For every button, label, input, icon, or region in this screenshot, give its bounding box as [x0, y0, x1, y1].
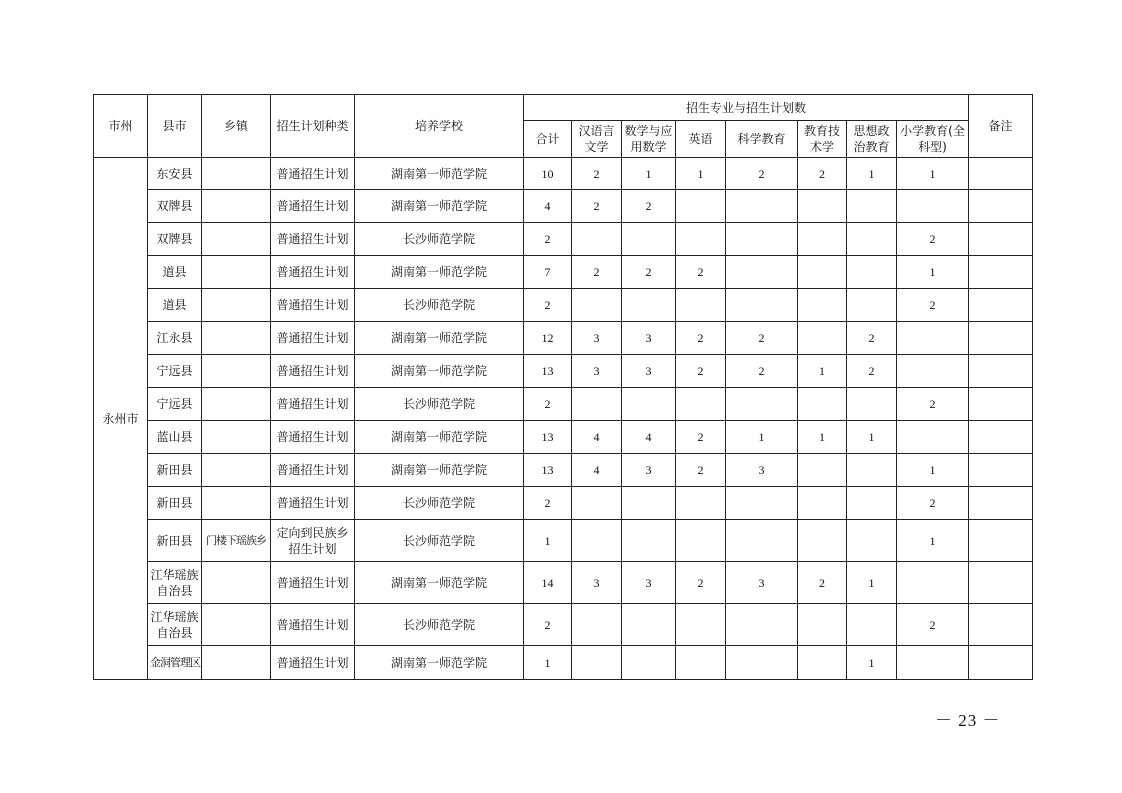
township-cell — [202, 454, 271, 487]
math-count-cell: 3 — [622, 562, 676, 604]
school-cell: 湖南第一师范学院 — [355, 322, 524, 355]
remarks-cell — [969, 454, 1033, 487]
table-row — [94, 604, 1033, 646]
math-count-cell: 4 — [622, 421, 676, 454]
county-cell: 新田县 — [148, 487, 202, 520]
chinese-count-cell — [572, 646, 622, 680]
total-count-cell: 13 — [524, 355, 572, 388]
table-row — [94, 190, 1033, 223]
remarks-cell — [969, 646, 1033, 680]
primary-count-cell: 1 — [897, 454, 969, 487]
chinese-count-cell: 3 — [572, 322, 622, 355]
english-count-cell — [676, 388, 726, 421]
chinese-count-cell: 2 — [572, 158, 622, 190]
primary-count-cell — [897, 421, 969, 454]
county-cell: 双牌县 — [148, 190, 202, 223]
table-row — [94, 322, 1033, 355]
english-count-cell: 2 — [676, 454, 726, 487]
county-cell: 江华瑶族自治县 — [148, 562, 202, 604]
science-count-cell — [726, 604, 798, 646]
chinese-count-cell — [572, 223, 622, 256]
english-count-cell: 2 — [676, 355, 726, 388]
edtech-count-cell — [798, 256, 847, 289]
table-row — [94, 289, 1033, 322]
county-cell: 宁远县 — [148, 355, 202, 388]
politics-count-cell: 2 — [847, 355, 897, 388]
header-major-edtech: 教育技术学 — [798, 121, 847, 158]
english-count-cell — [676, 223, 726, 256]
english-count-cell — [676, 289, 726, 322]
remarks-cell — [969, 520, 1033, 562]
math-count-cell: 2 — [622, 256, 676, 289]
primary-count-cell: 1 — [897, 256, 969, 289]
school-cell: 湖南第一师范学院 — [355, 190, 524, 223]
township-cell — [202, 355, 271, 388]
politics-count-cell — [847, 256, 897, 289]
primary-count-cell: 2 — [897, 388, 969, 421]
township-cell — [202, 256, 271, 289]
header-major-science: 科学教育 — [726, 121, 798, 158]
total-count-cell: 2 — [524, 604, 572, 646]
total-count-cell: 1 — [524, 646, 572, 680]
table-row — [94, 454, 1033, 487]
chinese-count-cell — [572, 604, 622, 646]
politics-count-cell: 1 — [847, 421, 897, 454]
english-count-cell — [676, 487, 726, 520]
primary-count-cell: 2 — [897, 223, 969, 256]
total-count-cell: 1 — [524, 520, 572, 562]
school-cell: 湖南第一师范学院 — [355, 256, 524, 289]
science-count-cell — [726, 256, 798, 289]
school-cell: 长沙师范学院 — [355, 520, 524, 562]
table-row — [94, 421, 1033, 454]
chinese-count-cell — [572, 520, 622, 562]
primary-count-cell: 1 — [897, 520, 969, 562]
chinese-count-cell: 2 — [572, 190, 622, 223]
plan-type-cell: 普通招生计划 — [271, 421, 355, 454]
county-cell: 江永县 — [148, 322, 202, 355]
english-count-cell: 1 — [676, 158, 726, 190]
header-county: 县市 — [148, 95, 202, 158]
school-cell: 长沙师范学院 — [355, 487, 524, 520]
edtech-count-cell — [798, 388, 847, 421]
township-cell — [202, 562, 271, 604]
plan-type-cell: 普通招生计划 — [271, 355, 355, 388]
edtech-count-cell: 1 — [798, 355, 847, 388]
edtech-count-cell: 2 — [798, 158, 847, 190]
politics-count-cell: 1 — [847, 646, 897, 680]
township-cell — [202, 223, 271, 256]
table-body — [94, 158, 1033, 680]
remarks-cell — [969, 487, 1033, 520]
school-cell: 湖南第一师范学院 — [355, 562, 524, 604]
edtech-count-cell — [798, 322, 847, 355]
county-cell: 道县 — [148, 256, 202, 289]
primary-count-cell: 1 — [897, 158, 969, 190]
school-cell: 湖南第一师范学院 — [355, 454, 524, 487]
table-row — [94, 256, 1033, 289]
school-cell: 长沙师范学院 — [355, 388, 524, 421]
politics-count-cell: 1 — [847, 562, 897, 604]
county-cell: 江华瑶族自治县 — [148, 604, 202, 646]
school-cell: 湖南第一师范学院 — [355, 421, 524, 454]
header-major-primary: 小学教育(全科型) — [897, 121, 969, 158]
primary-count-cell — [897, 355, 969, 388]
county-cell: 东安县 — [148, 158, 202, 190]
county-cell: 双牌县 — [148, 223, 202, 256]
remarks-cell — [969, 190, 1033, 223]
plan-type-cell: 普通招生计划 — [271, 322, 355, 355]
plan-type-cell: 普通招生计划 — [271, 223, 355, 256]
math-count-cell — [622, 604, 676, 646]
english-count-cell: 2 — [676, 421, 726, 454]
header-major-english: 英语 — [676, 121, 726, 158]
science-count-cell: 3 — [726, 454, 798, 487]
total-count-cell: 4 — [524, 190, 572, 223]
science-count-cell — [726, 223, 798, 256]
science-count-cell — [726, 646, 798, 680]
plan-type-cell: 普通招生计划 — [271, 454, 355, 487]
math-count-cell: 3 — [622, 322, 676, 355]
chinese-count-cell: 3 — [572, 355, 622, 388]
science-count-cell: 3 — [726, 562, 798, 604]
math-count-cell — [622, 520, 676, 562]
total-count-cell: 10 — [524, 158, 572, 190]
english-count-cell: 2 — [676, 256, 726, 289]
school-cell: 长沙师范学院 — [355, 604, 524, 646]
remarks-cell — [969, 355, 1033, 388]
remarks-cell — [969, 158, 1033, 190]
english-count-cell — [676, 520, 726, 562]
plan-type-cell: 普通招生计划 — [271, 289, 355, 322]
english-count-cell: 2 — [676, 322, 726, 355]
math-count-cell: 2 — [622, 190, 676, 223]
township-cell — [202, 322, 271, 355]
politics-count-cell — [847, 520, 897, 562]
plan-type-cell: 普通招生计划 — [271, 646, 355, 680]
politics-count-cell — [847, 604, 897, 646]
primary-count-cell — [897, 646, 969, 680]
politics-count-cell — [847, 223, 897, 256]
total-count-cell: 2 — [524, 487, 572, 520]
science-count-cell — [726, 289, 798, 322]
chinese-count-cell — [572, 487, 622, 520]
township-cell — [202, 388, 271, 421]
politics-count-cell — [847, 190, 897, 223]
table-header — [94, 95, 1033, 158]
table-row — [94, 223, 1033, 256]
school-cell: 湖南第一师范学院 — [355, 158, 524, 190]
politics-count-cell: 1 — [847, 158, 897, 190]
math-count-cell — [622, 646, 676, 680]
remarks-cell — [969, 388, 1033, 421]
plan-type-cell: 普通招生计划 — [271, 604, 355, 646]
science-count-cell: 2 — [726, 355, 798, 388]
politics-count-cell — [847, 454, 897, 487]
plan-type-cell: 普通招生计划 — [271, 487, 355, 520]
chinese-count-cell — [572, 289, 622, 322]
enrollment-plan-table — [93, 94, 1033, 680]
school-cell: 长沙师范学院 — [355, 289, 524, 322]
chinese-count-cell — [572, 388, 622, 421]
table-row — [94, 520, 1033, 562]
edtech-count-cell — [798, 520, 847, 562]
chinese-count-cell: 3 — [572, 562, 622, 604]
science-count-cell: 1 — [726, 421, 798, 454]
english-count-cell: 2 — [676, 562, 726, 604]
primary-count-cell — [897, 190, 969, 223]
township-cell — [202, 190, 271, 223]
chinese-count-cell: 2 — [572, 256, 622, 289]
chinese-count-cell: 4 — [572, 454, 622, 487]
header-major-chinese: 汉语言文学 — [572, 121, 622, 158]
header-major-total: 合计 — [524, 121, 572, 158]
math-count-cell: 3 — [622, 454, 676, 487]
township-cell — [202, 487, 271, 520]
header-majors-group: 招生专业与招生计划数 — [524, 95, 969, 121]
science-count-cell — [726, 520, 798, 562]
edtech-count-cell — [798, 454, 847, 487]
politics-count-cell — [847, 487, 897, 520]
header-city: 市州 — [94, 95, 148, 158]
county-cell: 道县 — [148, 289, 202, 322]
science-count-cell: 2 — [726, 158, 798, 190]
county-cell: 金洞管理区 — [148, 646, 202, 680]
primary-count-cell — [897, 322, 969, 355]
township-cell — [202, 158, 271, 190]
remarks-cell — [969, 289, 1033, 322]
primary-count-cell: 2 — [897, 289, 969, 322]
total-count-cell: 2 — [524, 289, 572, 322]
remarks-cell — [969, 604, 1033, 646]
plan-type-cell: 普通招生计划 — [271, 388, 355, 421]
edtech-count-cell — [798, 646, 847, 680]
township-cell — [202, 604, 271, 646]
plan-type-cell: 普通招生计划 — [271, 562, 355, 604]
science-count-cell: 2 — [726, 322, 798, 355]
school-cell: 湖南第一师范学院 — [355, 355, 524, 388]
header-township: 乡镇 — [202, 95, 271, 158]
county-cell: 宁远县 — [148, 388, 202, 421]
total-count-cell: 7 — [524, 256, 572, 289]
science-count-cell — [726, 487, 798, 520]
math-count-cell — [622, 388, 676, 421]
township-cell — [202, 421, 271, 454]
primary-count-cell — [897, 562, 969, 604]
total-count-cell: 13 — [524, 421, 572, 454]
township-cell — [202, 289, 271, 322]
table-row — [94, 562, 1033, 604]
edtech-count-cell: 1 — [798, 421, 847, 454]
remarks-cell — [969, 421, 1033, 454]
county-cell: 蓝山县 — [148, 421, 202, 454]
english-count-cell — [676, 604, 726, 646]
english-count-cell — [676, 646, 726, 680]
table-row — [94, 388, 1033, 421]
remarks-cell — [969, 322, 1033, 355]
edtech-count-cell — [798, 190, 847, 223]
total-count-cell: 2 — [524, 223, 572, 256]
remarks-cell — [969, 223, 1033, 256]
total-count-cell: 13 — [524, 454, 572, 487]
header-major-politics: 思想政治教育 — [847, 121, 897, 158]
politics-count-cell — [847, 289, 897, 322]
math-count-cell: 3 — [622, 355, 676, 388]
edtech-count-cell — [798, 604, 847, 646]
county-cell: 新田县 — [148, 454, 202, 487]
page-number: － 23 － — [935, 711, 1001, 730]
total-count-cell: 2 — [524, 388, 572, 421]
township-cell — [202, 646, 271, 680]
politics-count-cell: 2 — [847, 322, 897, 355]
edtech-count-cell — [798, 487, 847, 520]
edtech-count-cell: 2 — [798, 562, 847, 604]
total-count-cell: 12 — [524, 322, 572, 355]
edtech-count-cell — [798, 289, 847, 322]
math-count-cell — [622, 487, 676, 520]
plan-type-cell: 普通招生计划 — [271, 256, 355, 289]
township-cell: 门楼下瑶族乡 — [202, 520, 271, 562]
school-cell: 湖南第一师范学院 — [355, 646, 524, 680]
header-plan-type: 招生计划种类 — [271, 95, 355, 158]
table-row — [94, 487, 1033, 520]
county-cell: 新田县 — [148, 520, 202, 562]
primary-count-cell: 2 — [897, 604, 969, 646]
plan-type-cell: 普通招生计划 — [271, 190, 355, 223]
table-row — [94, 158, 1033, 190]
table-row — [94, 355, 1033, 388]
science-count-cell — [726, 388, 798, 421]
science-count-cell — [726, 190, 798, 223]
politics-count-cell — [847, 388, 897, 421]
edtech-count-cell — [798, 223, 847, 256]
header-major-math: 数学与应用数学 — [622, 121, 676, 158]
table-row — [94, 646, 1033, 680]
primary-count-cell: 2 — [897, 487, 969, 520]
header-remarks: 备注 — [969, 95, 1033, 158]
header-school: 培养学校 — [355, 95, 524, 158]
math-count-cell — [622, 289, 676, 322]
remarks-cell — [969, 256, 1033, 289]
remarks-cell — [969, 562, 1033, 604]
chinese-count-cell: 4 — [572, 421, 622, 454]
total-count-cell: 14 — [524, 562, 572, 604]
city-cell: 永州市 — [94, 158, 148, 680]
english-count-cell — [676, 190, 726, 223]
plan-type-cell: 普通招生计划 — [271, 158, 355, 190]
plan-type-cell: 定向到民族乡招生计划 — [271, 520, 355, 562]
math-count-cell — [622, 223, 676, 256]
school-cell: 长沙师范学院 — [355, 223, 524, 256]
math-count-cell: 1 — [622, 158, 676, 190]
